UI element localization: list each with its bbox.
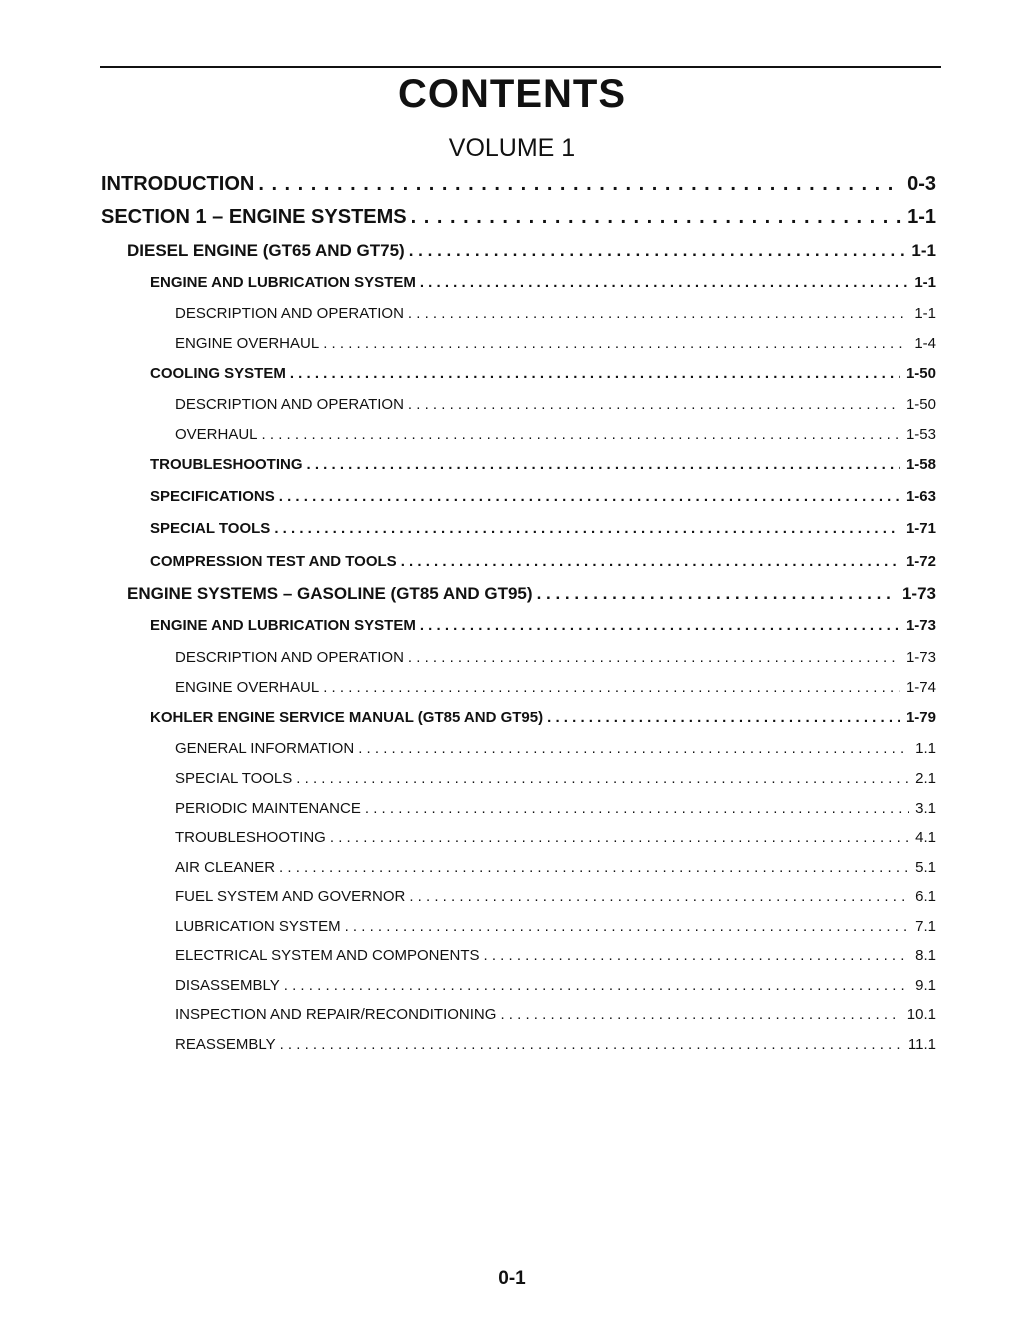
toc-entry-label: TROUBLESHOOTING bbox=[175, 829, 326, 846]
dot-leader bbox=[323, 679, 900, 696]
toc-entry-inspection-repair[interactable] bbox=[175, 1006, 936, 1028]
toc-entry-label: FUEL SYSTEM AND GOVERNOR bbox=[175, 888, 406, 905]
toc-entry-label: COOLING SYSTEM bbox=[150, 365, 286, 382]
dot-leader bbox=[420, 617, 900, 634]
toc-entry-engine-overhaul[interactable] bbox=[175, 335, 936, 357]
toc-entry-label: GENERAL INFORMATION bbox=[175, 740, 355, 757]
toc-entry-page: 1-58 bbox=[905, 456, 936, 473]
toc-entry-page: 1.1 bbox=[915, 740, 936, 757]
toc-entry-page: 1-79 bbox=[905, 709, 936, 726]
toc-entry-page: 1-71 bbox=[905, 520, 936, 537]
toc-entry-page: 1-73 bbox=[905, 617, 936, 634]
toc-entry-page: 7.1 bbox=[915, 918, 936, 935]
dot-leader bbox=[409, 888, 909, 905]
toc-entry-page: 1-50 bbox=[905, 396, 936, 413]
toc-entry-page: 5.1 bbox=[915, 859, 936, 876]
toc-entry-page: 9.1 bbox=[915, 977, 936, 994]
toc-entry-label: ENGINE SYSTEMS – GASOLINE (GT85 AND GT95) bbox=[127, 584, 533, 603]
toc-entry-page: 1-50 bbox=[905, 365, 936, 382]
toc-entry-label: SECTION 1 – ENGINE SYSTEMS bbox=[101, 206, 407, 228]
dot-leader bbox=[345, 918, 910, 935]
toc-entry-label: DESCRIPTION AND OPERATION bbox=[175, 396, 404, 413]
toc-entry-special-tools[interactable] bbox=[150, 520, 936, 542]
toc-entry-page: 1-1 bbox=[914, 305, 936, 322]
toc-entry-description-operation[interactable] bbox=[175, 305, 936, 327]
toc-entry-label: DESCRIPTION AND OPERATION bbox=[175, 305, 404, 322]
toc-entry-description-operation[interactable] bbox=[175, 396, 936, 418]
volume-subtitle: VOLUME 1 bbox=[448, 134, 576, 162]
toc-entry-label: SPECIAL TOOLS bbox=[150, 520, 271, 537]
dot-leader bbox=[323, 335, 908, 352]
toc-entry-label: DISASSEMBLY bbox=[175, 977, 280, 994]
toc-entry-air-cleaner[interactable] bbox=[175, 859, 936, 881]
toc-entry-special-tools[interactable] bbox=[175, 770, 936, 792]
dot-leader bbox=[279, 488, 900, 505]
toc-entry-overhaul[interactable] bbox=[175, 426, 936, 448]
toc-entry-label: TROUBLESHOOTING bbox=[150, 456, 303, 473]
toc-entry-troubleshooting[interactable] bbox=[175, 829, 936, 851]
dot-leader bbox=[280, 1036, 902, 1053]
toc-entry-label: INSPECTION AND REPAIR/RECONDITIONING bbox=[175, 1006, 497, 1023]
toc-entry-page: 8.1 bbox=[915, 947, 936, 964]
dot-leader bbox=[547, 709, 900, 726]
toc-entry-label: ENGINE AND LUBRICATION SYSTEM bbox=[150, 617, 416, 634]
dot-leader bbox=[401, 553, 900, 570]
toc-entry-page: 1-1 bbox=[914, 274, 936, 291]
toc-entry-page: 1-53 bbox=[905, 426, 936, 443]
toc-entry-label: OVERHAUL bbox=[175, 426, 258, 443]
dot-leader bbox=[330, 829, 909, 846]
dot-leader bbox=[365, 800, 909, 817]
dot-leader bbox=[408, 396, 900, 413]
dot-leader bbox=[290, 365, 900, 382]
toc-entry-page: 1-4 bbox=[914, 335, 936, 352]
toc-entry-label: SPECIAL TOOLS bbox=[175, 770, 293, 787]
toc-entry-label: PERIODIC MAINTENANCE bbox=[175, 800, 361, 817]
toc-entry-label: DIESEL ENGINE (GT65 AND GT75) bbox=[127, 241, 405, 260]
toc-entry-page: 1-73 bbox=[905, 649, 936, 666]
dot-leader bbox=[296, 770, 909, 787]
dot-leader bbox=[279, 859, 909, 876]
dot-leader bbox=[262, 426, 900, 443]
dot-leader bbox=[258, 173, 901, 196]
dot-leader bbox=[411, 206, 901, 229]
toc-entry-fuel-system[interactable] bbox=[175, 888, 936, 910]
toc-entry-label: COMPRESSION TEST AND TOOLS bbox=[150, 553, 397, 570]
toc-entry-label: SPECIFICATIONS bbox=[150, 488, 275, 505]
toc-entry-label: AIR CLEANER bbox=[175, 859, 276, 876]
toc-entry-page: 2.1 bbox=[915, 770, 936, 787]
dot-leader bbox=[307, 456, 900, 473]
dot-leader bbox=[408, 649, 900, 666]
toc-entry-page: 3.1 bbox=[915, 800, 936, 817]
dot-leader bbox=[408, 305, 908, 322]
toc-entry-description-operation[interactable] bbox=[175, 649, 936, 671]
page-title: CONTENTS bbox=[398, 72, 626, 116]
dot-leader bbox=[284, 977, 909, 994]
dot-leader bbox=[500, 1006, 900, 1023]
toc-entry-section-1[interactable] bbox=[101, 206, 936, 232]
toc-entry-page: 10.1 bbox=[906, 1006, 936, 1023]
dot-leader bbox=[420, 274, 908, 291]
toc-entry-label: ENGINE OVERHAUL bbox=[175, 679, 320, 696]
toc-entry-disassembly[interactable] bbox=[175, 977, 936, 999]
toc-entry-label: REASSEMBLY bbox=[175, 1036, 276, 1053]
toc-entry-reassembly[interactable] bbox=[175, 1036, 936, 1058]
toc-entry-gasoline-engine[interactable] bbox=[127, 584, 936, 608]
toc-entry-label: ENGINE AND LUBRICATION SYSTEM bbox=[150, 274, 416, 291]
dot-leader bbox=[537, 584, 896, 604]
toc-entry-lubrication-system[interactable] bbox=[175, 918, 936, 940]
toc-entry-page: 1-1 bbox=[911, 241, 936, 260]
toc-entry-page: 11.1 bbox=[907, 1036, 936, 1053]
toc-entry-page: 0-3 bbox=[907, 173, 936, 195]
toc-entry-kohler-manual[interactable] bbox=[150, 709, 936, 731]
dot-leader bbox=[484, 947, 910, 964]
toc-entry-page: 1-63 bbox=[905, 488, 936, 505]
toc-entry-periodic-maintenance[interactable] bbox=[175, 800, 936, 822]
toc-entry-specifications[interactable] bbox=[150, 488, 936, 510]
toc-entry-label: KOHLER ENGINE SERVICE MANUAL (GT85 AND GT95) bbox=[150, 709, 544, 726]
toc-entry-engine-overhaul[interactable] bbox=[175, 679, 936, 701]
toc-entry-electrical-system[interactable] bbox=[175, 947, 936, 969]
toc-entry-engine-lubrication[interactable] bbox=[150, 617, 936, 639]
toc-entry-diesel-engine[interactable] bbox=[127, 241, 936, 265]
toc-entry-troubleshooting[interactable] bbox=[150, 456, 936, 478]
toc-entry-label: DESCRIPTION AND OPERATION bbox=[175, 649, 404, 666]
toc-entry-compression-test[interactable] bbox=[150, 553, 936, 575]
toc-entry-page: 6.1 bbox=[915, 888, 936, 905]
dot-leader bbox=[409, 241, 906, 261]
toc-entry-label: ELECTRICAL SYSTEM AND COMPONENTS bbox=[175, 947, 480, 964]
toc-entry-page: 1-74 bbox=[905, 679, 936, 696]
toc-entry-label: ENGINE OVERHAUL bbox=[175, 335, 320, 352]
dot-leader bbox=[358, 740, 909, 757]
toc-entry-page: 4.1 bbox=[915, 829, 936, 846]
toc-entry-label: INTRODUCTION bbox=[101, 173, 255, 195]
page-number: 0-1 bbox=[498, 1268, 526, 1289]
toc-entry-engine-lubrication[interactable] bbox=[150, 274, 936, 296]
toc-entry-page: 1-1 bbox=[907, 206, 936, 228]
toc-entry-cooling-system[interactable] bbox=[150, 365, 936, 387]
toc-entry-general-information[interactable] bbox=[175, 740, 936, 762]
toc-entry-page: 1-72 bbox=[905, 553, 936, 570]
toc-entry-introduction[interactable] bbox=[101, 173, 936, 199]
toc-entry-label: LUBRICATION SYSTEM bbox=[175, 918, 341, 935]
dot-leader bbox=[274, 520, 900, 537]
toc-entry-page: 1-73 bbox=[901, 584, 936, 603]
